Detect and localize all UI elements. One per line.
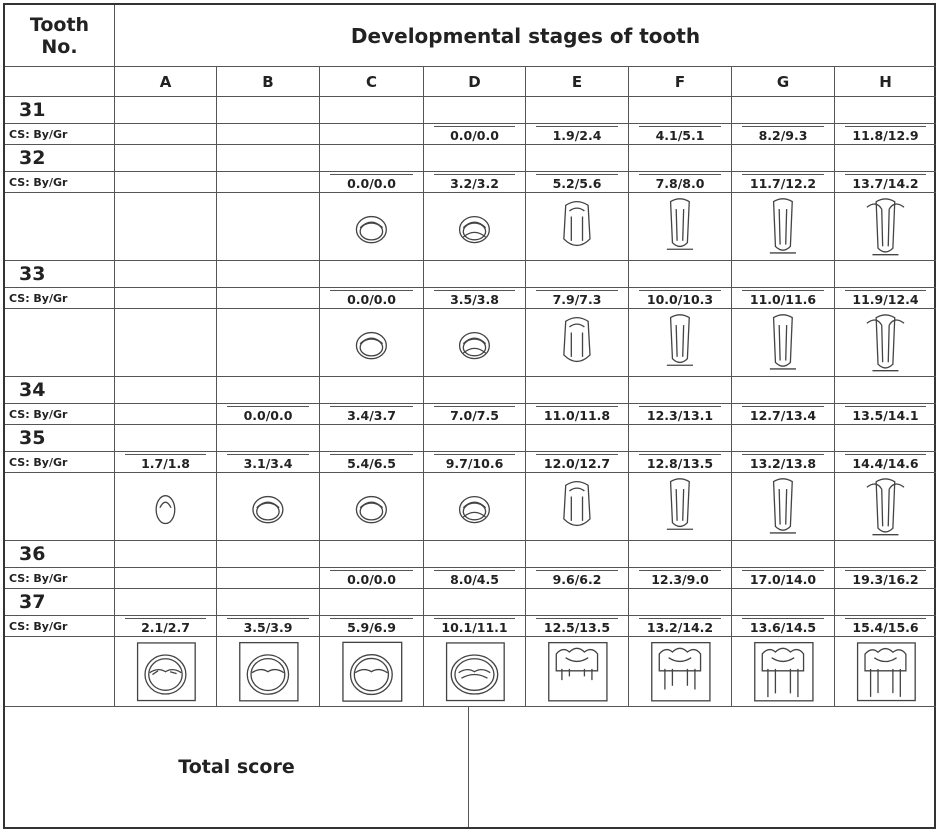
tooth-36-blank-2 (320, 541, 424, 568)
premolar-cusp-tip-icon (119, 476, 212, 538)
tooth-33-blank-1 (217, 261, 320, 288)
canine-root-complete-icon (839, 312, 932, 374)
value-underline (845, 174, 926, 175)
premolar-crown-early-icon (324, 476, 419, 538)
tooth-36-blank-7 (835, 541, 936, 568)
tooth-35-stage-c-value: 5.4/6.5 (320, 452, 424, 473)
value-underline (639, 570, 721, 571)
tooth-36-blank-5 (629, 541, 732, 568)
tooth-35-stage-b-value: 3.1/3.4 (217, 452, 320, 473)
molar-root-long-icon (736, 640, 830, 703)
tooth-37-stage-a-value: 2.1/2.7 (115, 616, 217, 637)
value-underline (125, 454, 206, 455)
tooth-37-stage-h-drawing (835, 637, 936, 707)
tooth-32-stage-b-value (217, 172, 320, 193)
value-underline (845, 570, 926, 571)
tooth-32-stage-c-value: 0.0/0.0 (320, 172, 424, 193)
tooth-number-33: 33 (5, 261, 115, 288)
premolar-crown-mid-icon (428, 476, 521, 538)
tooth-37-blank-0 (115, 589, 217, 616)
value-underline (434, 174, 515, 175)
value-underline (639, 618, 721, 619)
stages-title: Developmental stages of tooth (115, 5, 936, 67)
tooth-36-stage-g-value: 17.0/14.0 (732, 568, 835, 589)
tooth-35-stage-h-drawing (835, 473, 936, 541)
stage-header-g: G (732, 67, 835, 97)
tooth-33-stage-e-drawing (526, 309, 629, 377)
tooth-32-blank-6 (732, 145, 835, 172)
total-score-value (469, 707, 934, 827)
premolar-cusp-fused-icon (221, 476, 315, 538)
tooth-35-stage-b-drawing (217, 473, 320, 541)
value-underline (536, 618, 618, 619)
tooth-35-stage-f-value: 12.8/13.5 (629, 452, 732, 473)
value-underline (845, 454, 926, 455)
tooth-31-blank-4 (526, 97, 629, 124)
tooth-32-stage-f-value: 7.8/8.0 (629, 172, 732, 193)
molar-cusps-united-icon (221, 640, 315, 703)
tooth-36-stage-d-value: 8.0/4.5 (424, 568, 526, 589)
tooth-number-32: 32 (5, 145, 115, 172)
stage-header-b: B (217, 67, 320, 97)
cs-label: CS: By/Gr (5, 288, 115, 309)
tooth-31-blank-1 (217, 97, 320, 124)
cs-label: CS: By/Gr (5, 172, 115, 193)
tooth-34-blank-7 (835, 377, 936, 404)
tooth-37-blank-6 (732, 589, 835, 616)
tooth-36-blank-0 (115, 541, 217, 568)
tooth-number-35: 35 (5, 425, 115, 452)
value-underline (639, 126, 721, 127)
tooth-number-34: 34 (5, 377, 115, 404)
value-underline (742, 174, 824, 175)
tooth-32-stage-d-value: 3.2/3.2 (424, 172, 526, 193)
tooth-34-blank-6 (732, 377, 835, 404)
value-underline (330, 406, 412, 407)
tooth-37-stage-f-drawing (629, 637, 732, 707)
tooth-37-blank-5 (629, 589, 732, 616)
tooth-37-stage-b-drawing (217, 637, 320, 707)
tooth-35-stage-c-drawing (320, 473, 424, 541)
tooth-33-stage-h-value: 11.9/12.4 (835, 288, 936, 309)
tooth-33-stage-b-drawing (217, 309, 320, 377)
value-underline (639, 290, 721, 291)
tooth-37-stage-g-drawing (732, 637, 835, 707)
tooth-no-label: Tooth No. (29, 13, 90, 58)
tooth-37-stage-a-drawing (115, 637, 217, 707)
value-underline (742, 570, 824, 571)
value-underline (125, 618, 206, 619)
tooth-37-blank-1 (217, 589, 320, 616)
tooth-37-blank-2 (320, 589, 424, 616)
tooth-35-stage-g-value: 13.2/13.8 (732, 452, 835, 473)
value-underline (742, 406, 824, 407)
demirjian-stage-table (3, 3, 936, 829)
tooth-35-stage-e-value: 12.0/12.7 (526, 452, 629, 473)
tooth-number-36: 36 (5, 541, 115, 568)
tooth-33-stage-c-drawing (320, 309, 424, 377)
tooth-37-blank-4 (526, 589, 629, 616)
tooth-31-blank-7 (835, 97, 936, 124)
value-underline (227, 618, 309, 619)
cs-label: CS: By/Gr (5, 452, 115, 473)
tooth-35-blank-4 (526, 425, 629, 452)
tooth-37-stage-g-value: 13.6/14.5 (732, 616, 835, 637)
tooth-34-stage-c-value: 3.4/3.7 (320, 404, 424, 425)
value-underline (536, 290, 618, 291)
tooth-37-stage-c-value: 5.9/6.9 (320, 616, 424, 637)
tooth-34-stage-g-value: 12.7/13.4 (732, 404, 835, 425)
tooth-33-stage-a-drawing (115, 309, 217, 377)
tooth-35-blank-7 (835, 425, 936, 452)
tooth-34-blank-0 (115, 377, 217, 404)
value-underline (227, 406, 309, 407)
value-underline (742, 618, 824, 619)
tooth-32-stage-e-drawing (526, 193, 629, 261)
canine-crown-mid-icon (428, 312, 521, 374)
value-underline (434, 570, 515, 571)
stage-header-f: F (629, 67, 732, 97)
stage-header-e: E (526, 67, 629, 97)
tooth-35-stage-a-drawing (115, 473, 217, 541)
value-underline (434, 406, 515, 407)
stage-header-c: C (320, 67, 424, 97)
value-underline (845, 406, 926, 407)
tooth-no-header (5, 5, 115, 67)
tooth-32-stage-c-drawing (320, 193, 424, 261)
value-underline (330, 570, 412, 571)
stage-header-a: A (115, 67, 217, 97)
tooth-31-stage-d-value: 0.0/0.0 (424, 124, 526, 145)
value-underline (536, 570, 618, 571)
tooth-33-blank-3 (424, 261, 526, 288)
tooth-37-blank-3 (424, 589, 526, 616)
tooth-32-stage-h-value: 13.7/14.2 (835, 172, 936, 193)
value-underline (742, 290, 824, 291)
value-underline (742, 126, 824, 127)
tooth-36-stage-h-value: 19.3/16.2 (835, 568, 936, 589)
tooth-32-blank-5 (629, 145, 732, 172)
incisor-root-long-icon (736, 196, 830, 258)
value-underline (536, 406, 618, 407)
tooth-31-stage-e-value: 1.9/2.4 (526, 124, 629, 145)
tooth-number-31: 31 (5, 97, 115, 124)
tooth-31-blank-2 (320, 97, 424, 124)
value-underline (434, 454, 515, 455)
tooth-31-stage-g-value: 8.2/9.3 (732, 124, 835, 145)
tooth-36-blank-3 (424, 541, 526, 568)
tooth-36-stage-f-value: 12.3/9.0 (629, 568, 732, 589)
tooth-31-stage-c-value (320, 124, 424, 145)
tooth-32-blank-0 (115, 145, 217, 172)
drawing-row-label (5, 309, 115, 377)
tooth-36-blank-4 (526, 541, 629, 568)
canine-crown-early-icon (324, 312, 419, 374)
drawing-row-label (5, 193, 115, 261)
drawing-row-label (5, 473, 115, 541)
tooth-37-stage-h-value: 15.4/15.6 (835, 616, 936, 637)
tooth-34-stage-e-value: 11.0/11.8 (526, 404, 629, 425)
incisor-root-complete-icon (839, 196, 932, 258)
premolar-root-half-icon (633, 476, 727, 538)
tooth-35-stage-d-value: 9.7/10.6 (424, 452, 526, 473)
tooth-32-blank-1 (217, 145, 320, 172)
tooth-34-stage-h-value: 13.5/14.1 (835, 404, 936, 425)
canine-crown-complete-icon (530, 312, 624, 374)
tooth-32-stage-e-value: 5.2/5.6 (526, 172, 629, 193)
tooth-33-blank-2 (320, 261, 424, 288)
tooth-36-stage-e-value: 9.6/6.2 (526, 568, 629, 589)
cs-label: CS: By/Gr (5, 404, 115, 425)
tooth-35-stage-d-drawing (424, 473, 526, 541)
value-underline (330, 454, 412, 455)
value-underline (227, 454, 309, 455)
value-underline (536, 126, 618, 127)
cs-label: CS: By/Gr (5, 568, 115, 589)
value-underline (434, 618, 515, 619)
canine-root-half-icon (633, 312, 727, 374)
tooth-32-blank-4 (526, 145, 629, 172)
tooth-35-stage-h-value: 14.4/14.6 (835, 452, 936, 473)
value-underline (434, 290, 515, 291)
tooth-35-stage-f-drawing (629, 473, 732, 541)
tooth-37-stage-d-value: 10.1/11.1 (424, 616, 526, 637)
tooth-36-blank-6 (732, 541, 835, 568)
tooth-31-blank-5 (629, 97, 732, 124)
tooth-34-stage-f-value: 12.3/13.1 (629, 404, 732, 425)
value-underline (330, 618, 412, 619)
tooth-33-blank-5 (629, 261, 732, 288)
tooth-31-stage-h-value: 11.8/12.9 (835, 124, 936, 145)
tooth-35-blank-3 (424, 425, 526, 452)
tooth-31-blank-6 (732, 97, 835, 124)
incisor-crown-mid-icon (428, 196, 521, 258)
molar-crown-mid-icon (428, 640, 521, 703)
tooth-33-blank-0 (115, 261, 217, 288)
incisor-root-half-icon (633, 196, 727, 258)
premolar-root-complete-icon (839, 476, 932, 538)
value-underline (330, 290, 412, 291)
incisor-crown-complete-icon (530, 196, 624, 258)
premolar-crown-complete-icon (530, 476, 624, 538)
tooth-32-stage-d-drawing (424, 193, 526, 261)
molar-crown-early-icon (324, 640, 419, 703)
tooth-34-stage-d-value: 7.0/7.5 (424, 404, 526, 425)
tooth-32-stage-g-drawing (732, 193, 835, 261)
tooth-37-blank-7 (835, 589, 936, 616)
value-underline (536, 454, 618, 455)
molar-root-complete-icon (839, 640, 932, 703)
tooth-32-blank-3 (424, 145, 526, 172)
value-underline (845, 290, 926, 291)
tooth-33-blank-4 (526, 261, 629, 288)
tooth-34-blank-3 (424, 377, 526, 404)
tooth-36-stage-b-value (217, 568, 320, 589)
tooth-37-stage-c-drawing (320, 637, 424, 707)
canine-root-long-icon (736, 312, 830, 374)
tooth-31-stage-a-value (115, 124, 217, 145)
tooth-36-stage-a-value (115, 568, 217, 589)
stage-header-d: D (424, 67, 526, 97)
tooth-number-37: 37 (5, 589, 115, 616)
tooth-32-stage-a-drawing (115, 193, 217, 261)
tooth-34-blank-2 (320, 377, 424, 404)
tooth-33-stage-f-value: 10.0/10.3 (629, 288, 732, 309)
tooth-35-blank-0 (115, 425, 217, 452)
tooth-32-blank-7 (835, 145, 936, 172)
tooth-33-stage-c-value: 0.0/0.0 (320, 288, 424, 309)
tooth-36-blank-1 (217, 541, 320, 568)
tooth-33-stage-f-drawing (629, 309, 732, 377)
tooth-34-blank-1 (217, 377, 320, 404)
value-underline (639, 406, 721, 407)
tooth-31-blank-3 (424, 97, 526, 124)
drawing-row-label (5, 637, 115, 707)
tooth-36-stage-c-value: 0.0/0.0 (320, 568, 424, 589)
tooth-35-stage-a-value: 1.7/1.8 (115, 452, 217, 473)
tooth-32-stage-a-value (115, 172, 217, 193)
tooth-33-stage-g-drawing (732, 309, 835, 377)
tooth-34-stage-a-value (115, 404, 217, 425)
tooth-31-stage-b-value (217, 124, 320, 145)
empty-header-cell (5, 67, 115, 97)
tooth-32-stage-g-value: 11.7/12.2 (732, 172, 835, 193)
value-underline (639, 454, 721, 455)
value-underline (434, 126, 515, 127)
tooth-37-stage-e-drawing (526, 637, 629, 707)
tooth-35-stage-g-drawing (732, 473, 835, 541)
tooth-35-stage-e-drawing (526, 473, 629, 541)
value-underline (845, 126, 926, 127)
value-underline (536, 174, 618, 175)
tooth-33-stage-b-value (217, 288, 320, 309)
tooth-37-stage-f-value: 13.2/14.2 (629, 616, 732, 637)
tooth-32-blank-2 (320, 145, 424, 172)
tooth-33-stage-g-value: 11.0/11.6 (732, 288, 835, 309)
stage-header-h: H (835, 67, 936, 97)
cs-label: CS: By/Gr (5, 616, 115, 637)
molar-crown-complete-icon (530, 640, 624, 703)
tooth-33-stage-e-value: 7.9/7.3 (526, 288, 629, 309)
tooth-32-stage-h-drawing (835, 193, 936, 261)
premolar-root-long-icon (736, 476, 830, 538)
value-underline (639, 174, 721, 175)
value-underline (742, 454, 824, 455)
tooth-31-blank-0 (115, 97, 217, 124)
cs-label: CS: By/Gr (5, 124, 115, 145)
tooth-33-stage-d-drawing (424, 309, 526, 377)
tooth-33-stage-d-value: 3.5/3.8 (424, 288, 526, 309)
tooth-33-blank-6 (732, 261, 835, 288)
molar-cusps-separate-icon (119, 640, 212, 703)
tooth-33-stage-a-value (115, 288, 217, 309)
tooth-31-stage-f-value: 4.1/5.1 (629, 124, 732, 145)
tooth-34-blank-5 (629, 377, 732, 404)
tooth-33-stage-h-drawing (835, 309, 936, 377)
tooth-35-blank-5 (629, 425, 732, 452)
tooth-34-stage-b-value: 0.0/0.0 (217, 404, 320, 425)
tooth-34-blank-4 (526, 377, 629, 404)
incisor-crown-early-icon (324, 196, 419, 258)
molar-root-half-icon (633, 640, 727, 703)
tooth-35-blank-2 (320, 425, 424, 452)
tooth-35-blank-6 (732, 425, 835, 452)
tooth-37-stage-e-value: 12.5/13.5 (526, 616, 629, 637)
value-underline (330, 174, 412, 175)
tooth-32-stage-f-drawing (629, 193, 732, 261)
tooth-32-stage-b-drawing (217, 193, 320, 261)
value-underline (845, 618, 926, 619)
total-score-label: Total score (5, 707, 469, 827)
tooth-33-blank-7 (835, 261, 936, 288)
tooth-35-blank-1 (217, 425, 320, 452)
tooth-37-stage-b-value: 3.5/3.9 (217, 616, 320, 637)
tooth-37-stage-d-drawing (424, 637, 526, 707)
